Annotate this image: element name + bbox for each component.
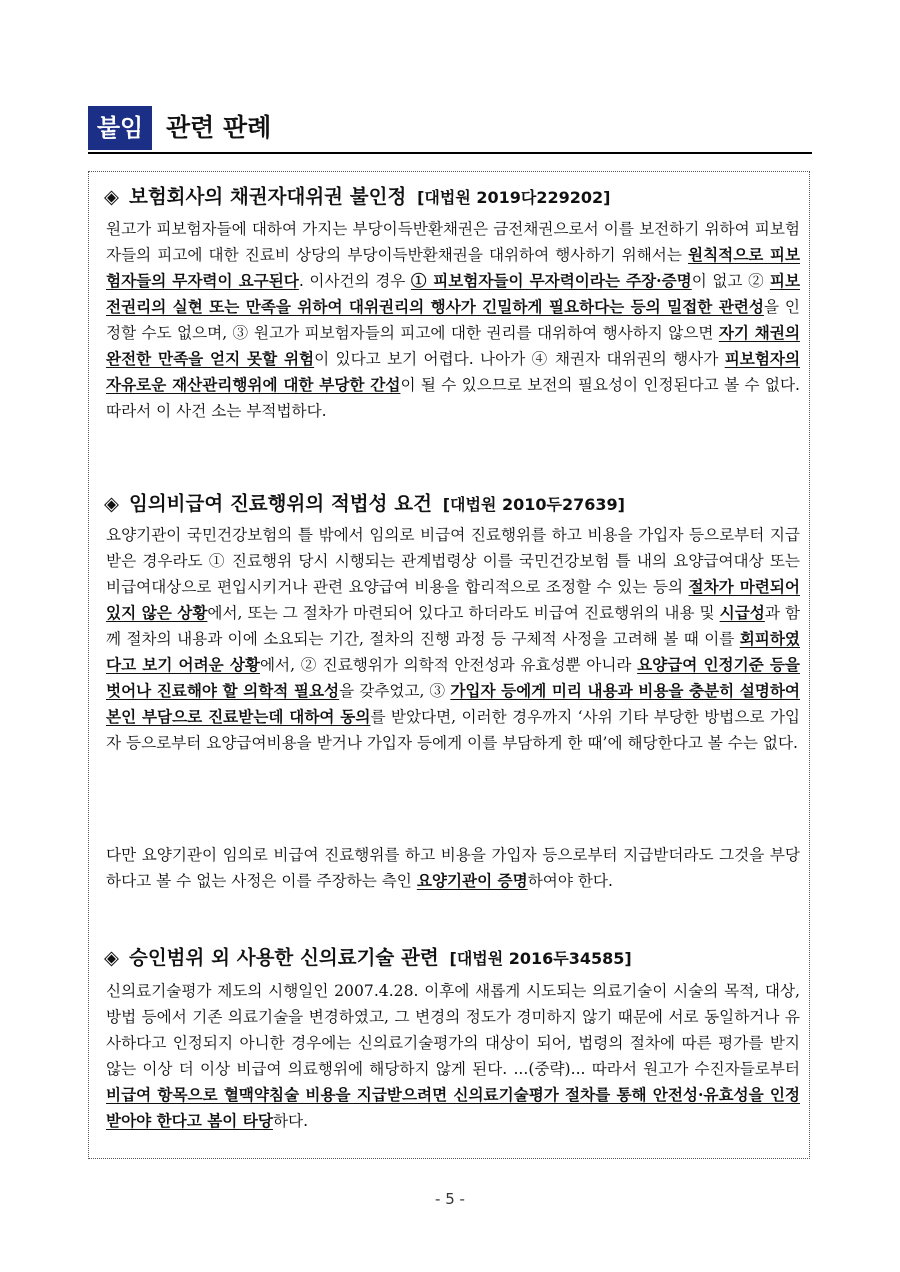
- diamond-bullet-icon: ◈: [104, 492, 119, 515]
- appendix-tag: 붙임: [88, 106, 152, 150]
- emphasis: 피보험자의 자유로운 재산관리행위에 대한 부당한 간섭: [106, 349, 801, 394]
- page-title: 관련 판례: [166, 113, 272, 142]
- emphasis: 회피하였다고 보기 어려운 상황: [106, 629, 800, 674]
- emphasis: ① 피보험자들이 무자력이라는 주장·증명: [410, 271, 692, 290]
- section-3-title: [104, 942, 632, 970]
- page-number: - 5 -: [435, 1190, 465, 1208]
- section-2-heading: 임의비급여 진료행위의 적법성 요건: [129, 492, 432, 515]
- section-1-paragraph: 원고가 피보험자들에 대하여 가지는 부당이득반환채권은 금전채권으로서 이를 보전하기 위하여 피보험자들의 피고에 대한 진료비 상당의 부당이득반환채권을 대위하여 행사하기 위해서는 원칙적으로 피보험자들의 무자력이 요구된다. 이사건의 경우 ① 피보험자들이 무자력이라는 주장·증명이 없고 ② 피보전권리의 실현 또는 만족을 위하여 대위권리의 행사가 긴밀하게 필요하다는 등의 밀접한 관련성을 인정할 수도 없으며, ③ 원고가 피보험자들의 피고에 대한 권리를 대위하여 행사하지 않으면 자기 채권의 완전한 만족을 얻지 못할 위험이 있다고 보기 어렵다. 나아가 ④ 채권자 대위권의 행사가 피보험자의 자유로운 재산관리행위에 대한 부당한 간섭이 될 수 있으므로 보전의 필요성이 인정된다고 볼 수 없다. 따라서 이 사건 소는 부적법하다.: [106, 220, 801, 420]
- emphasis: 시급성: [719, 603, 765, 622]
- section-1-heading: 보험회사의 채권자대위권 불인정: [129, 185, 407, 208]
- appendix-header: [88, 106, 812, 154]
- section-2-ref: [대법원 2010두27639]: [442, 495, 625, 514]
- emphasis: 요양급여 인정기준 등을 벗어나 진료해야 할 의학적 필요성: [106, 655, 800, 700]
- section-2-paragraph-2: 다만 요양기관이 임의로 비급여 진료행위를 하고 비용을 가입자 등으로부터 지급받더라도 그것을 부당하다고 볼 수 없는 사정은 이를 주장하는 측인 요양기관이 증명하여야 한다.: [106, 846, 800, 890]
- section-2-title: [104, 488, 625, 516]
- emphasis: 비급여 항목으로 혈맥약침술 비용을 지급받으려면 신의료기술평가 절차를 통해 안전성·유효성을 인정받아야 한다고 봄이 타당: [106, 1085, 800, 1130]
- section-2-paragraph-1: 요양기관이 국민건강보험의 틀 밖에서 임의로 비급여 진료행위를 하고 비용을 가입자 등으로부터 지급 받은 경우라도 ① 진료행위 당시 시행되는 관계법령상 이를 국민건강보험 틀 내의 요양급여대상 또는 비급여대상으로 편입시키거나 관련 요양급여 비용을 합리적으로 조정할 수 있는 등의 절차가 마련되어 있지 않은 상황에서, 또는 그 절차가 마련되어 있다고 하더라도 비급여 진료행위의 내용 및 시급성과 함께 절차의 내용과 이에 소요되는 기간, 절차의 진행 과정 등 구체적 사정을 고려해 볼 때 이를 회피하였다고 보기 어려운 상황에서, ② 진료행위가 의학적 안전성과 유효성뿐 아니라 요양급여 인정기준 등을 벗어나 진료해야 할 의학적 필요성을 갖추었고, ③ 가입자 등에게 미리 내용과 비용을 충분히 설명하여 본인 부담으로 진료받는데 대하여 동의를 받았다면, 이러한 경우까지 ‘사위 기타 부당한 방법으로 가입자 등으로부터 요양급여비용을 받거나 가입자 등에게 이를 부담하게 한 때’에 해당한다고 볼 수는 없다.: [106, 526, 801, 752]
- emphasis: 가입자 등에게 미리 내용과 비용을 충분히 설명하여 본인 부담으로 진료받는데 대하여 동의: [106, 681, 800, 726]
- emphasis: 원칙적으로 피보험자들의 무자력이 요구된다: [106, 245, 801, 290]
- diamond-bullet-icon: ◈: [104, 185, 119, 208]
- section-3-ref: [대법원 2016두34585]: [449, 949, 632, 968]
- emphasis: 요양기관이 증명: [416, 871, 528, 890]
- section-3-paragraph: 신의료기술평가 제도의 시행일인 2007.4.28. 이후에 새롭게 시도되는 의료기술이 시술의 목적, 대상, 방법 등에서 기존 의료기술을 변경하였고, 그 변경의 정도가 경미하지 않기 때문에 서로 동일하거나 유사하다고 인정되지 아니한 경우에는 신의료기술평가의 대상이 되어, 법령의 절차에 따른 평가를 받지 않는 이상 더 이상 비급여 의료행위에 해당하지 않게 된다. ...(중략)... 따라서 원고가 수진자들로부터 비급여 항목으로 혈맥약침술 비용을 지급받으려면 신의료기술평가 절차를 통해 안전성·유효성을 인정받아야 한다고 봄이 타당하다.: [106, 982, 800, 1130]
- emphasis: 피보전권리의 실현 또는 만족을 위하여 대위권리의 행사가 긴밀하게 필요하다는 등의 밀접한 관련성: [106, 271, 801, 316]
- diamond-bullet-icon: ◈: [104, 946, 119, 969]
- section-3-heading: 승인범위 외 사용한 신의료기술 관련: [129, 946, 439, 969]
- emphasis: 절차가 마련되어 있지 않은 상황: [106, 577, 800, 622]
- emphasis: 자기 채권의 완전한 만족을 얻지 못할 위험: [106, 323, 801, 368]
- section-1-title: [104, 181, 610, 209]
- section-1-ref: [대법원 2019다229202]: [417, 188, 611, 207]
